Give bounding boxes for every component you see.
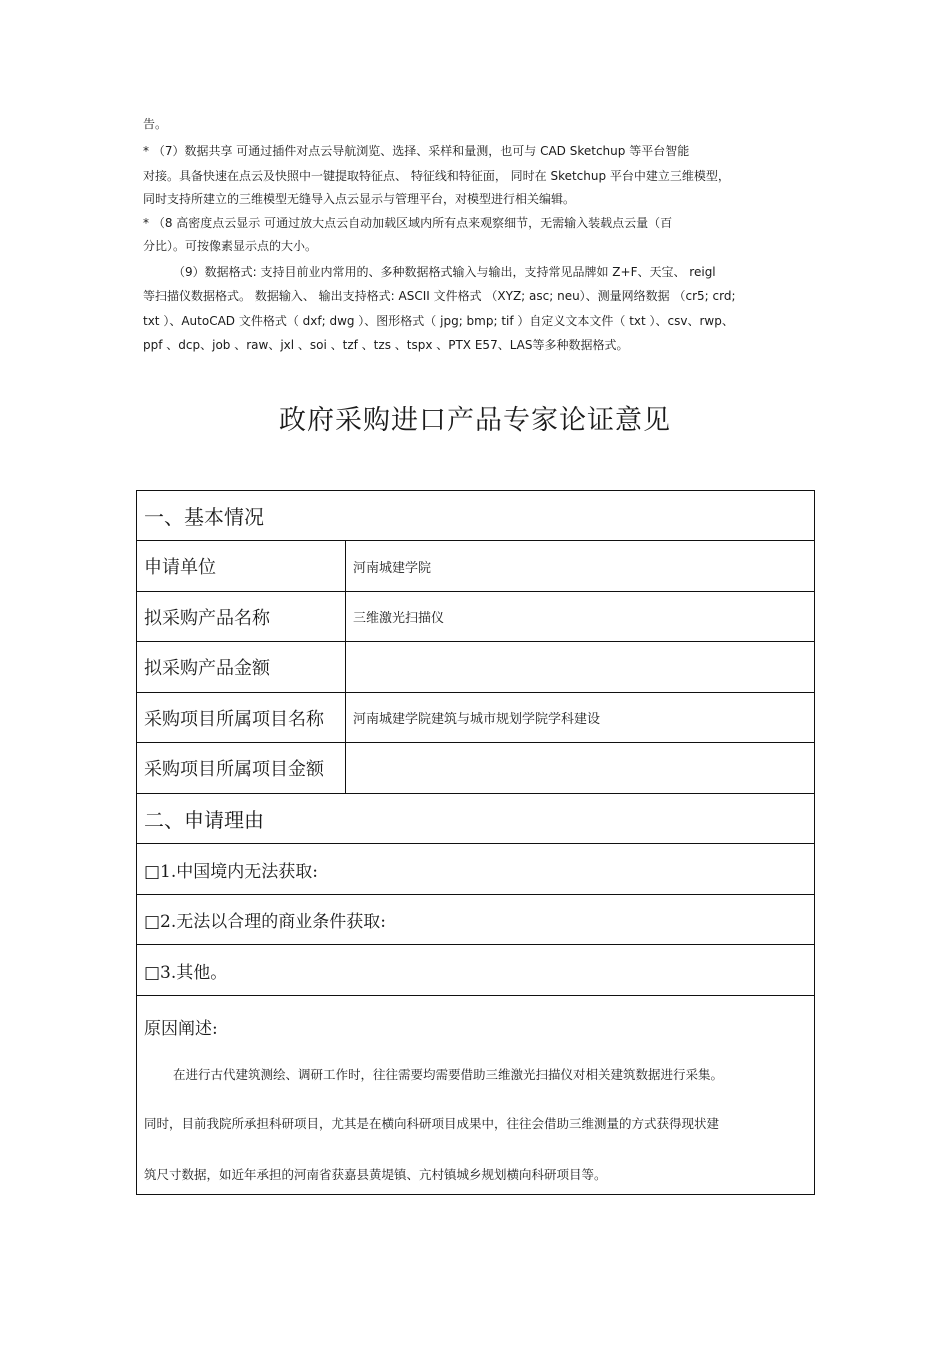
reason-heading: 原因阐述: [144,1019,218,1039]
intro-line: 分比）。可按像素显示点的大小。 [143,239,318,253]
option-other: □3.其他。 [137,945,815,996]
section-reasons: 二、申请理由 [137,794,815,844]
field-label-product-name: 拟采购产品名称 [137,592,346,642]
field-label-applicant: 申请单位 [137,541,346,592]
reason-section [137,996,815,1195]
intro-line: 同时支持所建立的三维模型无缝导入点云显示与管理平台，对模型进行相关编辑。 [143,192,576,206]
intro-line: 等扫描仪数据格式。 数据输入、 输出支持格式: ASCII 文件格式 （XYZ; asc; neu）、测量网络数据 （cr5; crd; [143,289,736,303]
field-value-project-name: 河南城建学院建筑与城市规划学院学科建设 [346,693,815,743]
option-unavailable-domestically: □1.中国境内无法获取: [137,844,815,895]
intro-line: * （7）数据共享 可通过插件对点云导航浏览、选择、采样和量测，也可与 CAD Sketchup 等平台智能 [143,144,690,158]
field-value-applicant: 河南城建学院 [346,541,815,592]
field-label-product-amount: 拟采购产品金额 [137,642,346,693]
intro-line: 对接。具备快速在点云及快照中一键提取特征点、 特征线和特征面， 同时在 Sketchup 平台中建立三维模型， [143,169,730,183]
intro-line: （9）数据格式: 支持目前业内常用的、多种数据格式输入与输出，支持常见品牌如 Z+F、天宝、 reigl [173,265,716,279]
field-label-project-name: 采购项目所属项目名称 [137,693,346,743]
intro-line: txt ）、AutoCAD 文件格式（ dxf; dwg ）、图形格式（ jpg; bmp; tif ）自定义文本文件（ txt ）、csv、rwp、 [143,314,734,328]
field-value-product-name: 三维激光扫描仪 [346,592,815,642]
field-label-project-amount: 采购项目所属项目金额 [137,743,346,794]
section-basic-info: 一、基本情况 [137,491,815,541]
reason-line: 同时，目前我院所承担科研项目，尤其是在横向科研项目成果中，往往会借助三维测量的方式获得现状建 [144,1116,720,1131]
field-value-project-amount [346,743,815,794]
field-value-product-amount [346,642,815,693]
option-unreasonable-terms: □2.无法以合理的商业条件获取: [137,895,815,945]
intro-line: ppf 、dcp、job 、raw、jxl 、soi 、tzf 、tzs 、tspx 、PTX E57、LAS等多种数据格式。 [143,338,629,352]
intro-line: * （8 高密度点云显示 可通过放大点云自动加载区域内所有点来观察细节，无需输入装载点云量（百 [143,216,673,230]
reason-line: 筑尺寸数据，如近年承担的河南省获嘉县黄堤镇、亢村镇城乡规划横向科研项目等。 [144,1167,607,1182]
intro-line: 告。 [143,117,168,131]
application-form [136,490,815,1195]
reason-line: 在进行古代建筑测绘、调研工作时，往往需要均需要借助三维激光扫描仪对相关建筑数据进行采集。 [173,1067,724,1082]
document-title: 政府采购进口产品专家论证意见 [279,405,671,436]
